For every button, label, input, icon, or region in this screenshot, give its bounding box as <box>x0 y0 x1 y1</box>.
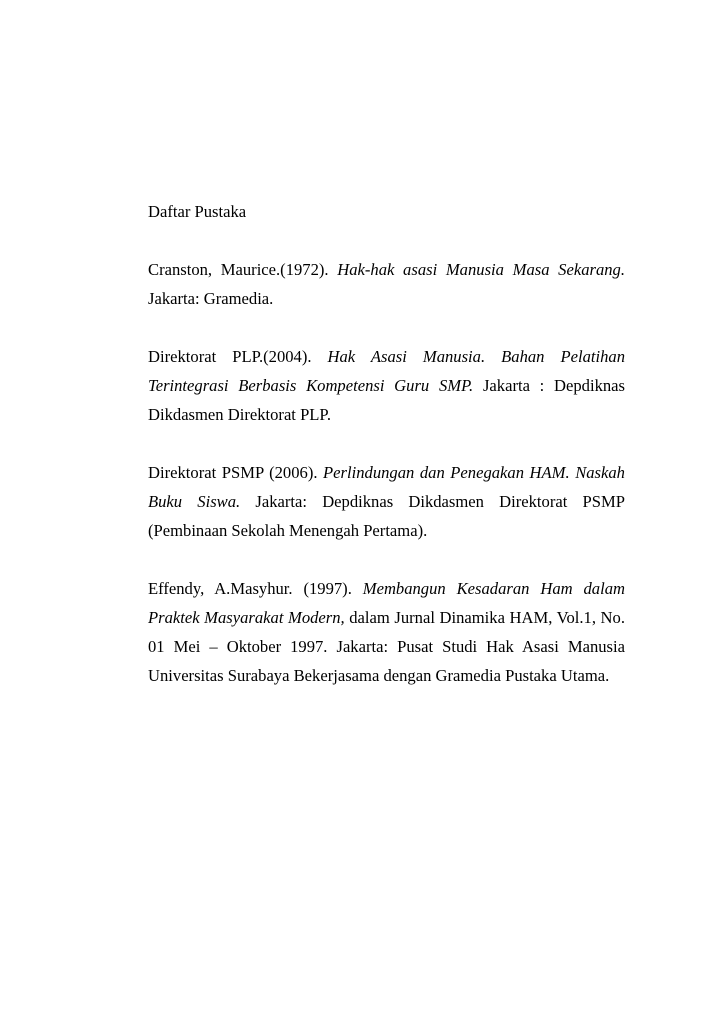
reference-entry-cranston <box>148 255 625 313</box>
reference-title: Hak-hak asasi Manusia Masa Sekarang. <box>337 260 625 279</box>
reference-entry-effendy <box>148 574 625 690</box>
bibliography-heading: Daftar Pustaka <box>148 202 247 221</box>
reference-author-year: Direktorat PLP.(2004). <box>148 347 328 366</box>
reference-title: Membangun Kesadaran Ham dalam Praktek Masyarakat Modern, <box>148 579 625 627</box>
bibliography <box>148 197 625 690</box>
reference-publisher: dalam Jurnal Dinamika HAM, Vol.1, No. 01 Mei – Oktober 1997. Jakarta: Pusat Studi Hak Asasi Manusia Universitas Surabaya Bekerjasama dengan Gramedia Pustaka Utama. <box>148 608 625 685</box>
reference-author-year: Cranston, Maurice.(1972). <box>148 260 338 279</box>
reference-publisher: Jakarta : Depdiknas Dikdasmen Direktorat PLP. <box>148 376 625 424</box>
reference-title: Perlindungan dan Penegakan HAM. Naskah Buku Siswa. <box>148 463 625 511</box>
reference-publisher: Jakarta: Depdiknas Dikdasmen Direktorat PSMP (Pembinaan Sekolah Menengah Pertama). <box>148 492 625 540</box>
reference-author-year: Direktorat PSMP (2006). <box>148 463 324 482</box>
reference-title: Hak Asasi Manusia. Bahan Pelatihan Terintegrasi Berbasis Kompetensi Guru SMP. <box>148 347 625 395</box>
reference-entry-psmp <box>148 458 625 545</box>
reference-author-year: Effendy, A.Masyhur. (1997). <box>148 579 363 598</box>
reference-entry-plp <box>148 342 625 429</box>
reference-publisher: Jakarta: Gramedia. <box>148 289 274 308</box>
